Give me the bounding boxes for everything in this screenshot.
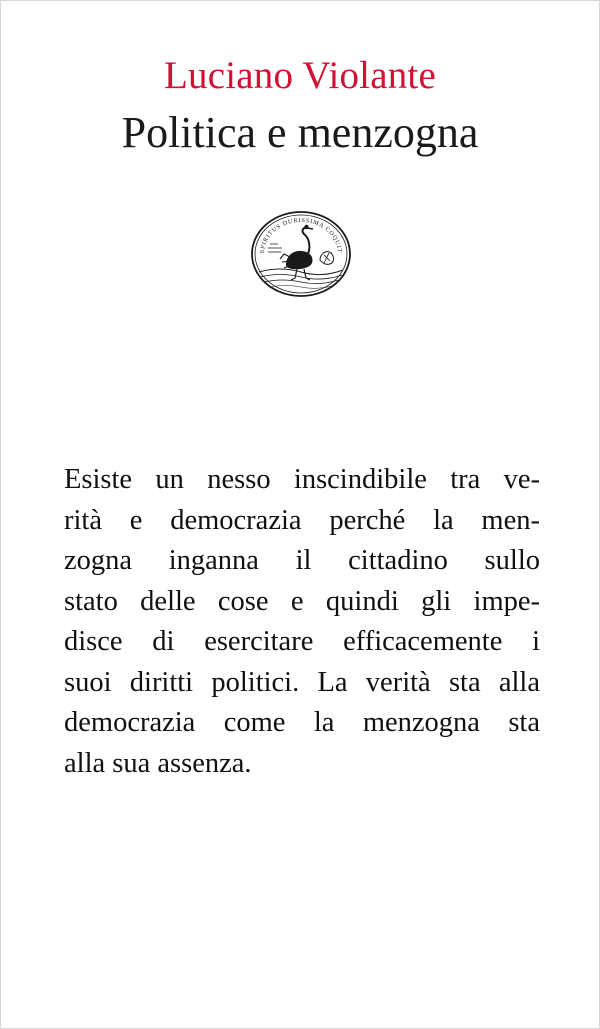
blurb-line: alla sua assenza. <box>64 747 252 779</box>
blurb-text <box>64 460 540 784</box>
blurb-line: disce di esercitare efficacemente i <box>64 626 540 657</box>
emblem-motto: SPIRITUS DURISSIMA COQUIT <box>258 216 344 254</box>
blurb-line: Esiste un nesso inscindibile tra ve- <box>64 464 540 495</box>
blurb-line: stato delle cose e quindi gli impe- <box>64 585 540 617</box>
ostrich-emblem-icon <box>250 210 352 298</box>
author-name: Luciano Violante <box>164 54 436 97</box>
blurb-line: rità e democrazia perché la men- <box>64 504 540 536</box>
blurb-line: suoi diritti politici. La verità sta alla <box>64 666 540 698</box>
book-title: Politica e menzogna <box>121 108 479 157</box>
blurb-line: democrazia come la menzogna sta <box>64 707 540 738</box>
blurb-line: zogna inganna il cittadino sullo <box>64 545 540 576</box>
